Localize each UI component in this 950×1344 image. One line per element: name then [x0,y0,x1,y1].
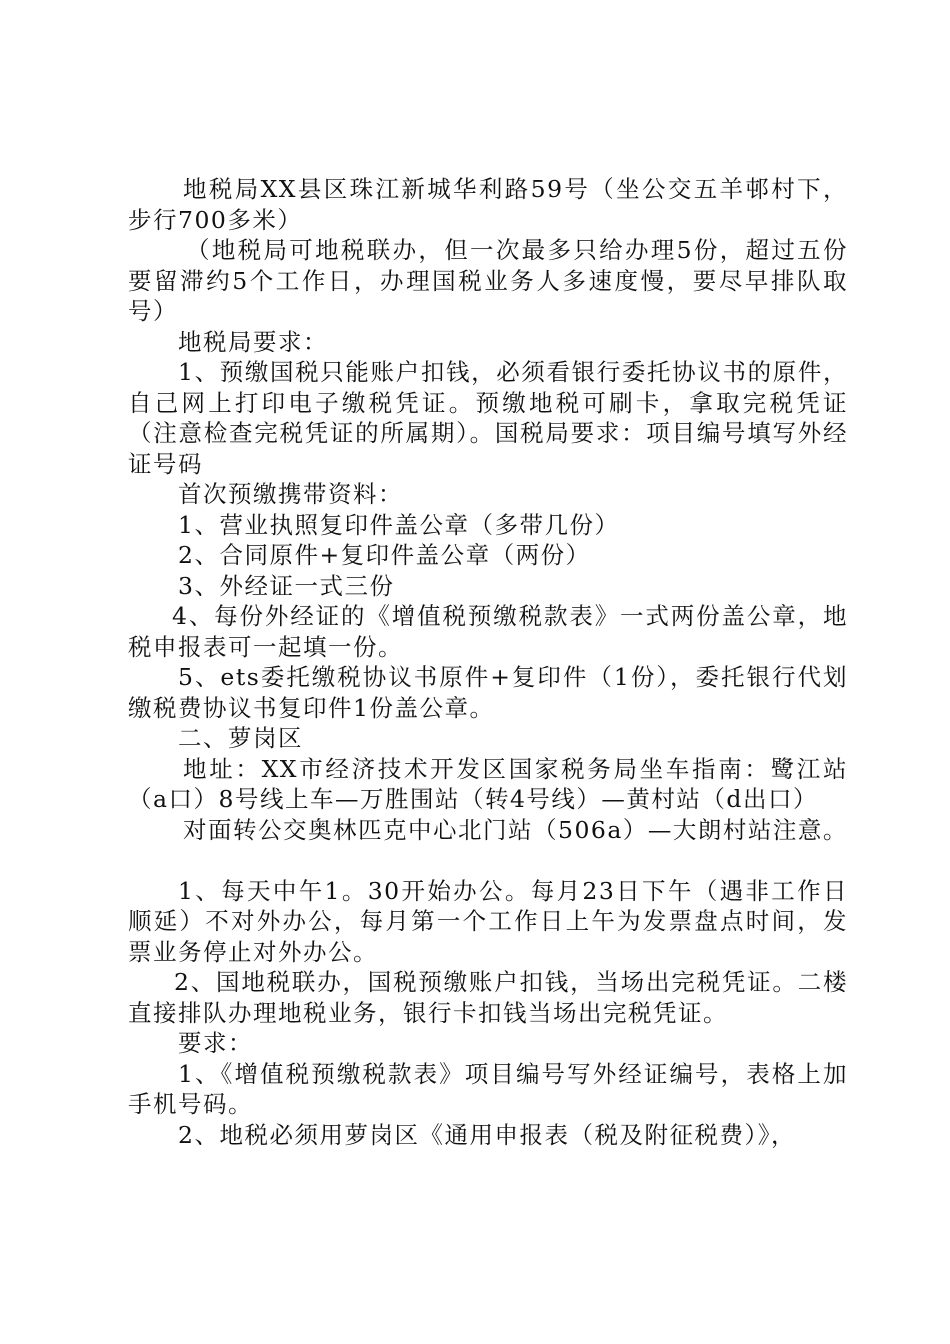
list-item-2: 2、合同原件+复印件盖公章（两份） [178,541,591,569]
document-body [128,174,848,1150]
paragraph-address-tax-bureau: 地税局XX县区珠江新城华利路59号（坐公交五羊邨村下，步行700多米） [128,175,848,234]
section-heading-luogang: 二、萝岗区 [178,724,303,752]
list-item-1: 1、营业执照复印件盖公章（多带几份） [178,510,620,539]
paragraph-tax-bureau-requirements: 地税局要求： [178,327,328,356]
requirement-item-1: 1、《增值税预缴税款表》项目编号写外经证编号，表格上加手机号码。 [128,1059,848,1118]
requirement-item-2: 2、地税必须用萝岗区《通用申报表（税及附征税费）》， [178,1120,796,1149]
paragraph-requirements-heading: 要求： [178,1029,253,1057]
list-item-4: 4、每份外经证的《增值税预缴税款表》一式两份盖公章，地税申报表可一起填一份。 [128,602,848,661]
paragraph-prepay-rule: 1、预缴国税只能账户扣钱，必须看银行委托协议书的原件，自己网上打印电子缴税凭证。预缴地税可刷卡，拿取完税凭证（注意检查完税凭证的所属期）。国税局要求：项目编号填写外经证号码 [128,358,848,478]
paragraph-office-hours: 1、每天中午1。30开始办公。每月23日下午（遇非工作日顺延）不对外办公，每月第一个工作日上午为发票盘点时间，发票业务停止对外办公。 [128,876,848,966]
paragraph-first-prepay-materials: 首次预缴携带资料： [178,480,403,508]
blank-line [128,845,848,876]
paragraph-joint-handling: 2、国地税联办，国税预缴账户扣钱，当场出完税凭证。二楼直接排队办理地税业务，银行卡扣钱当场出完税凭证。 [128,968,848,1027]
list-item-5: 5、ets委托缴税协议书原件+复印件（1份），委托银行代划缴税费协议书复印件1份盖公章。 [128,663,848,722]
list-item-3: 3、外经证一式三份 [178,571,395,600]
paragraph-note-joint-office: （地税局可地税联办，但一次最多只给办理5份，超过五份要留滞约5个工作日，办理国税业务人多速度慢，要尽早排队取号） [128,236,848,325]
paragraph-luogang-address: 地址：XX市经济技术开发区国家税务局坐车指南：鹭江站（a口）8号线上车—万胜围站（转4号线）—黄村站（d出口） [128,754,848,813]
paragraph-bus-transfer: 对面转公交奥林匹克中心北门站（506a）—大朗村站注意。 [183,815,848,844]
